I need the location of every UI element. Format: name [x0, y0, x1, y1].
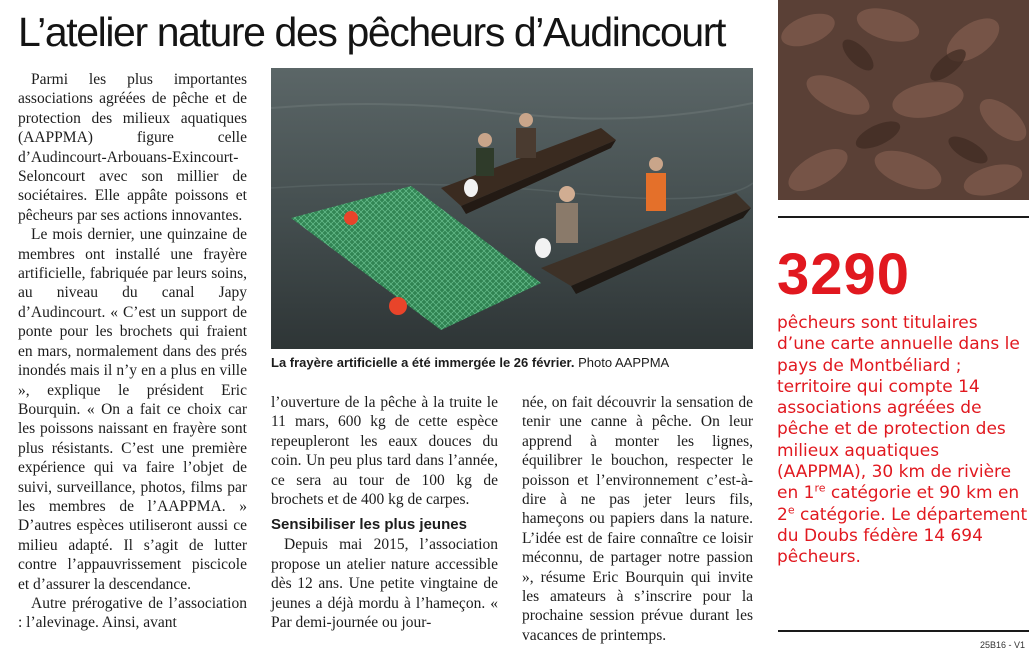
paragraph: Depuis mai 2015, l’association propose un atelier nature accessible dès 12 ans. Une petite vingtaine de jeunes a déjà mordu à l’hameçon. « Par demi-journée ou jour-: [271, 536, 498, 632]
article-column-1: [18, 70, 247, 633]
photo-credit: Photo AAPPMA: [578, 355, 670, 370]
paragraph: l’ouverture de la pêche à la truite le 11 mars, 600 kg de cette espèce repeupleront les eaux douces du coin. Un peu plus tard dans l’année, ce sera au tour de 100 kg de brochets et de 400 kg de carpes.: [271, 394, 498, 509]
paragraph: Parmi les plus importantes associations agréées de pêche et de protection des milieux aquatiques (AAPPMA) figure celle d’Audincourt-Arbouans-Exincourt-Seloncourt avec son millier de sociétaires. Elle appâte poissons et pêcheurs par ses actions innovantes.: [18, 71, 247, 224]
photo-caption: [271, 354, 753, 372]
section-subheading: Sensibiliser les plus jeunes: [271, 516, 467, 534]
dead-leaves-photo: [778, 0, 1029, 200]
paragraph: Le mois dernier, une quinzaine de membres ont installé une frayère artificielle, fabriquée par leurs soins, au niveau du canal Japy d’Audincourt. « C’est un support de ponte pour les brochets qui fraient en mars, normalement dans des prés inondés mais il n’y en a plus en ville », explique le président Eric Bourquin. « On a fait ce choix car les poissons naissant en frayère sont plus résistants. C’est une première expérience qui va faire l’objet de suivi, surveillance, photos, films par les membres de l’AAPPMA. » D’autres espèces utiliseront aussi ce milieu adapté. Il s’agit de lutter contre l’appauvrissement piscicole et d’assurer la descendance.: [18, 226, 247, 593]
ordinal-suffix: re: [814, 481, 826, 495]
ordinal-suffix: e: [787, 503, 795, 517]
leaves-illustration: [778, 0, 1029, 200]
stat-text-part: catégorie. Le département du Doubs fédère 14 694 pêcheurs.: [777, 504, 1028, 568]
sidebar-bottom-rule: [778, 630, 1029, 632]
photo-illustration: [271, 68, 753, 349]
headline: L’atelier nature des pêcheurs d’Audincourt: [18, 9, 726, 55]
article-column-3: [522, 393, 753, 645]
caption-text: La frayère artificielle a été immergée le 26 février.: [271, 355, 575, 370]
article-column-2: [271, 393, 498, 632]
stat-text-part: pêcheurs sont titulaires d’une carte annuelle dans le pays de Montbéliard ; territoire qui compte 14 associations agréées de pêche et de protection des milieux aquatiques (AAPPMA), 30 km de rivière en 1: [777, 313, 1020, 504]
paragraph: née, on fait découvrir la sensation de tenir une canne à pêche. On leur apprend à monter les lignes, équilibrer le bouchon, respecter le poisson et l’environnement c’est-à-dire à ne pas jeter leurs fils, hameçons ou papiers dans la nature. L’idée est de faire connaître ce loisir méconnu, de partager notre passion », résume Eric Bourquin qui invite les amateurs à s’inscrire pour la prochaine session prévue durant les vacances de printemps.: [522, 394, 753, 644]
page-code: 25B16 - V1: [979, 640, 1025, 650]
paragraph: Autre prérogative de l’association : l’alevinage. Ainsi, avant: [18, 594, 247, 632]
sidebar-top-rule: [778, 216, 1029, 218]
stat-description: [777, 313, 1029, 569]
stat-number: 3290: [777, 242, 911, 307]
stat-text-part: catégorie et 90 km en 2: [777, 483, 1020, 525]
fishermen-boats-photo: [271, 68, 753, 349]
